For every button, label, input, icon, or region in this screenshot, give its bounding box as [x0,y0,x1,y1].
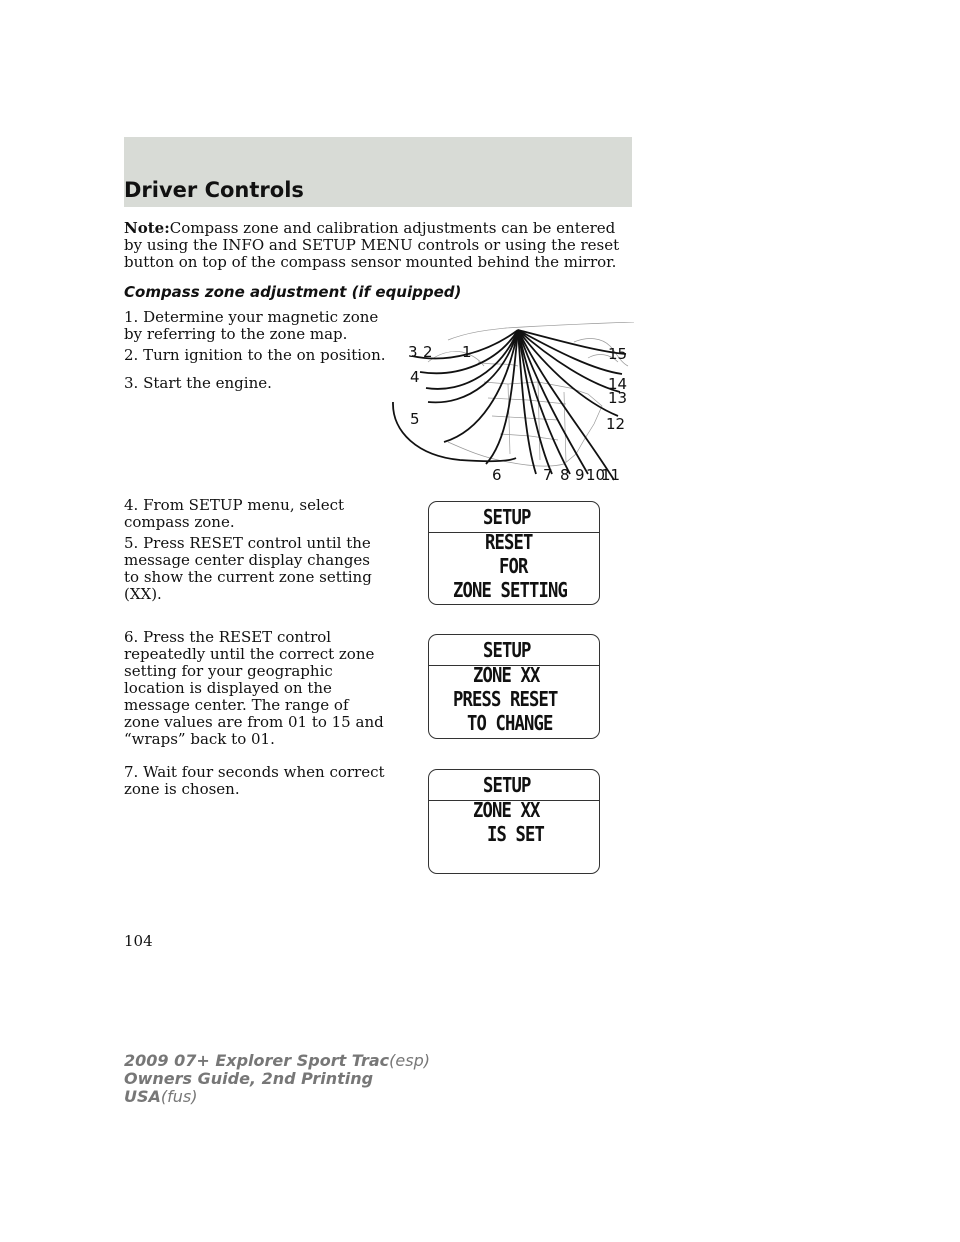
display-line: FOR [499,554,528,578]
display-line: PRESS RESET [453,687,558,711]
step-4: 4. From SETUP menu, select compass zone. [124,496,345,531]
display-title: SETUP [483,773,531,797]
footer-model: 2009 07+ Explorer Sport Trac [124,1051,390,1070]
zone-label-11: 11 [601,466,621,484]
zone-label-9: 9 [575,466,585,484]
zone-label-2: 2 [423,343,433,361]
step-7: 7. Wait four seconds when correct zone is chosen. [124,763,385,798]
display-line: ZONE SETTING [453,578,567,602]
step-6: 6. Press the RESET control repeatedly until the correct zone setting for your geographic location is displayed on the message center. The range of zone values are from 01 to 15 and “wraps” back to 01. [124,628,384,748]
step-3: 3. Start the engine. [124,374,272,392]
page-title: Driver Controls [124,178,304,202]
footer-market: USA [124,1087,161,1106]
zone-label-4: 4 [410,368,420,386]
footer-market-code: (fus) [160,1087,198,1106]
page-number: 104 [124,932,153,950]
display-line: TO CHANGE [467,711,553,735]
footer [124,1052,430,1106]
step-2: 2. Turn ignition to the on position. [124,346,386,364]
zone-label-12: 12 [606,415,626,433]
zone-label-13: 13 [608,389,628,407]
footer-model-line [124,1052,430,1070]
footer-guide: Owners Guide, 2nd Printing [124,1069,374,1088]
display-line: ZONE XX [473,663,540,687]
step-1: 1. Determine your magnetic zone by referring to the zone map. [124,308,379,343]
zone-label-10: 10 [586,466,606,484]
display-line: RESET [485,530,533,554]
zone-map [388,322,636,488]
section-heading: Compass zone adjustment (if equipped) [124,283,462,301]
zone-label-15: 15 [608,345,628,363]
zone-label-3: 3 [408,343,418,361]
footer-model-code: (esp) [389,1051,430,1070]
display-line: ZONE XX [473,798,540,822]
zone-label-6: 6 [492,466,502,484]
display-title: SETUP [483,505,531,529]
message-display-set [428,769,600,874]
note-text: Compass zone and calibration adjustments can be entered by using the INFO and SETUP MENU controls or using the reset button on top of the compass sensor mounted behind the mirror. [124,219,620,271]
note-paragraph [124,220,634,271]
zone-label-5: 5 [410,410,420,428]
step-5: 5. Press RESET control until the message center display changes to show the current zone setting (XX). [124,534,372,603]
display-line: IS SET [487,822,544,846]
map-landmass [428,322,634,466]
zone-label-14: 14 [608,375,628,393]
note-label: Note: [124,219,170,237]
message-display-reset [428,501,600,605]
footer-market-line [124,1088,430,1106]
zone-label-7: 7 [543,466,553,484]
message-display-change [428,634,600,739]
display-title: SETUP [483,638,531,662]
zone-label-1: 1 [462,343,472,361]
zone-label-8: 8 [560,466,570,484]
